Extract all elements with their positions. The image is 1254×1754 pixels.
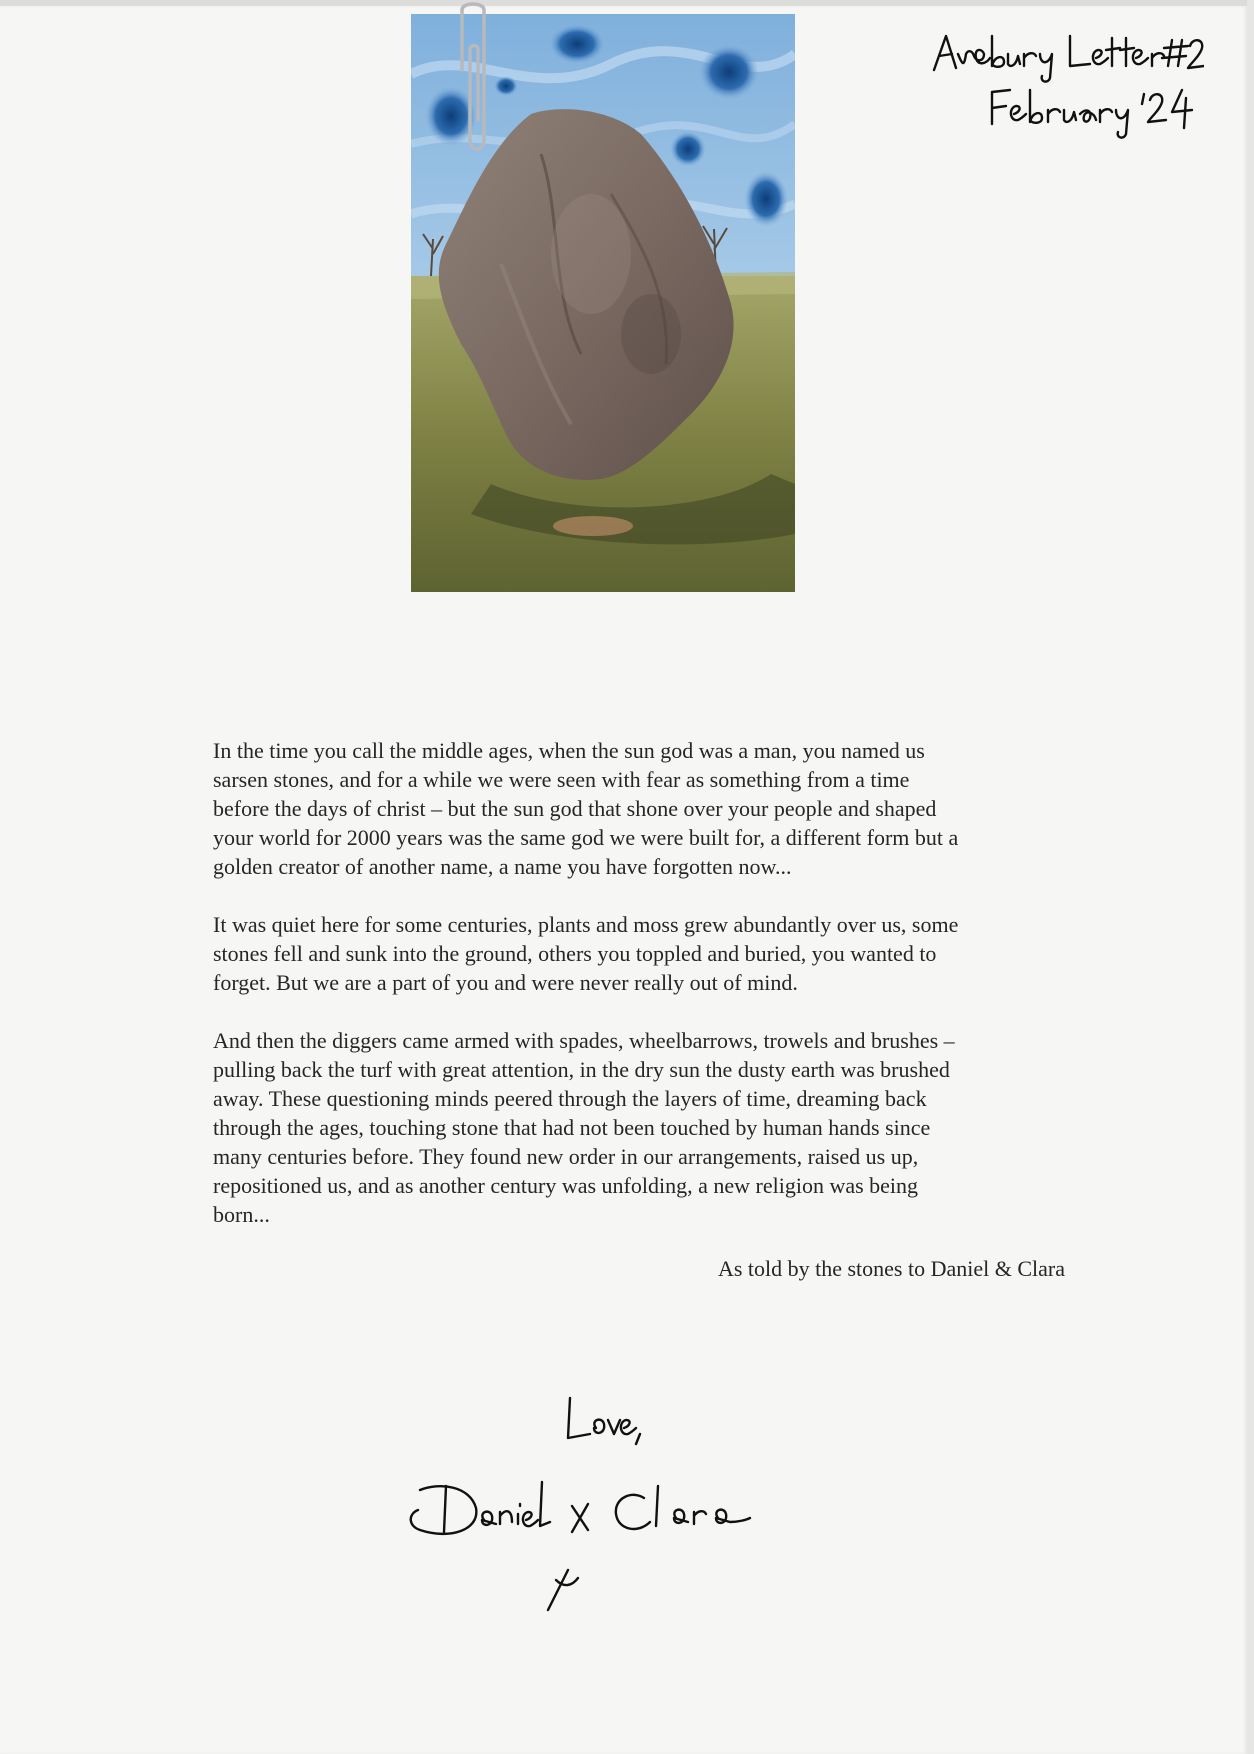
paragraph: And then the diggers came armed with spades, wheelbarrows, trowels and brushes – pulling back the turf with great attention, in the dry sun the dusty earth was brushed away. These questioning minds peered through the layers of time, dreaming back through the ages, touching stone that had not been touched by human hands since many centuries before. They found new order in our arrangements, raised us up, repositioned us, and as another century was unfolding, a new religion was being born...: [213, 1028, 955, 1227]
handwritten-header: [844, 24, 1204, 144]
handwritten-title-drawing: [844, 24, 1204, 144]
paragraph: It was quiet here for some centuries, plants and moss grew abundantly over us, some stones fell and sunk into the ground, others you toppled and buried, you wanted to forget. But we are a part of you and were never really out of mind.: [213, 912, 959, 995]
handwritten-signature: [400, 1390, 820, 1630]
paper-clip-icon: [448, 0, 498, 160]
page-edge: [1247, 0, 1254, 1754]
paragraph: In the time you call the middle ages, when the sun god was a man, you named us sarsen stones, and for a while we were seen with fear as something from a time before the days of christ – but the sun god that shone over your people and shaped your world for 2000 years was the same god we were built for, a different form but a golden creator of another name, a name you have forgotten now...: [213, 738, 959, 879]
letter-body: [213, 736, 1073, 1258]
attribution: As told by the stones to Daniel & Clara: [717, 1256, 1065, 1281]
signature-drawing: [400, 1390, 820, 1630]
